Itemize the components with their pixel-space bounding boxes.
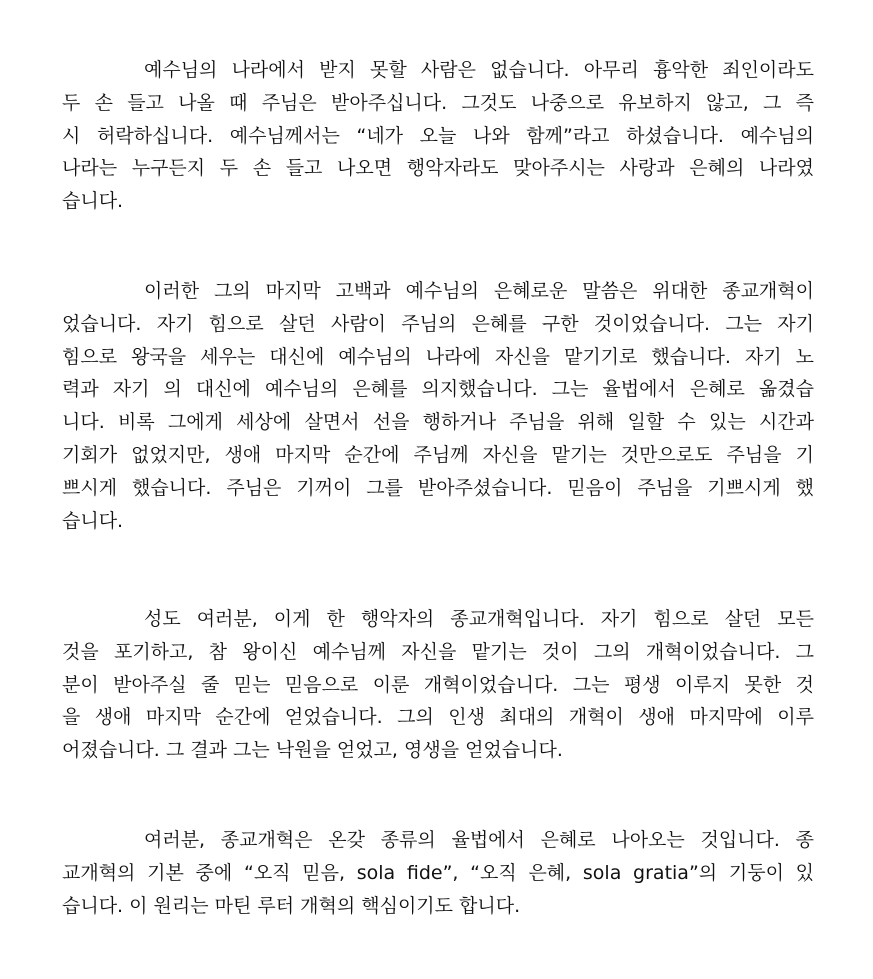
text-line: 기회가 없었지만, 생애 마지막 순간에 주님께 자신을 맡기는 것만으로도 주님을 기 <box>62 443 814 466</box>
paragraph-2 <box>62 275 814 537</box>
text-line: 예수님의 나라에서 받지 못할 사람은 없습니다. 아무리 흉악한 죄인이라도 <box>144 59 814 81</box>
text-line: 시 허락하십니다. 예수님께서는 “네가 오늘 나와 함께”라고 하셨습니다. 예수님의 <box>62 124 814 147</box>
text-line: 여러분, 종교개혁은 온갖 종류의 율법에서 은혜로 나아오는 것입니다. 종 <box>144 829 814 851</box>
text-line: 것을 포기하고, 참 왕이신 예수님께 자신을 맡기는 것이 그의 개혁이었습니다. 그 <box>62 640 814 663</box>
text-line: 쁘시게 했습니다. 주님은 기꺼이 그를 받아주셨습니다. 믿음이 주님을 기쁘시게 했 <box>62 476 814 499</box>
text-line: 분이 받아주실 줄 믿는 믿음으로 이룬 개혁이었습니다. 그는 평생 이루지 못한 것 <box>62 673 814 696</box>
paragraph-4 <box>62 824 814 922</box>
text-line: 두 손 들고 나올 때 주님은 받아주십니다. 그것도 나중으로 유보하지 않고, 그 즉 <box>62 91 814 114</box>
text-line: 교개혁의 기본 중에 “오직 믿음, sola fide”, “오직 은혜, sola gratia”의 기둥이 있 <box>62 861 814 884</box>
text-line: 을 생애 마지막 순간에 얻었습니다. 그의 인생 최대의 개혁이 생애 마지막에 이루 <box>62 706 814 729</box>
text-line: 나라는 누구든지 두 손 들고 나오면 행악자라도 맞아주시는 사랑과 은혜의 나라였 <box>62 157 814 180</box>
text-line: 어졌습니다. 그 결과 그는 낙원을 얻었고, 영생을 얻었습니다. <box>62 739 563 762</box>
text-line: 습니다. 이 원리는 마틴 루터 개혁의 핵심이기도 합니다. <box>62 894 521 917</box>
paragraph-3 <box>62 603 814 767</box>
paragraph-1 <box>62 54 814 218</box>
text-line: 니다. 비록 그에게 세상에 살면서 선을 행하거나 주님을 위해 일할 수 있는 시간과 <box>62 411 814 434</box>
text-line: 습니다. <box>62 509 124 532</box>
text-line: 성도 여러분, 이게 한 행악자의 종교개혁입니다. 자기 힘으로 살던 모든 <box>144 608 814 630</box>
text-line: 습니다. <box>62 190 124 213</box>
text-line: 었습니다. 자기 힘으로 살던 사람이 주님의 은혜를 구한 것이었습니다. 그는 자기 <box>62 312 814 335</box>
text-line: 이러한 그의 마지막 고백과 예수님의 은혜로운 말씀은 위대한 종교개혁이 <box>144 280 814 302</box>
text-line: 힘으로 왕국을 세우는 대신에 예수님의 나라에 자신을 맡기기로 했습니다. 자기 노 <box>62 345 814 368</box>
text-line: 력과 자기 의 대신에 예수님의 은혜를 의지했습니다. 그는 율법에서 은혜로 옮겼습 <box>62 378 814 401</box>
